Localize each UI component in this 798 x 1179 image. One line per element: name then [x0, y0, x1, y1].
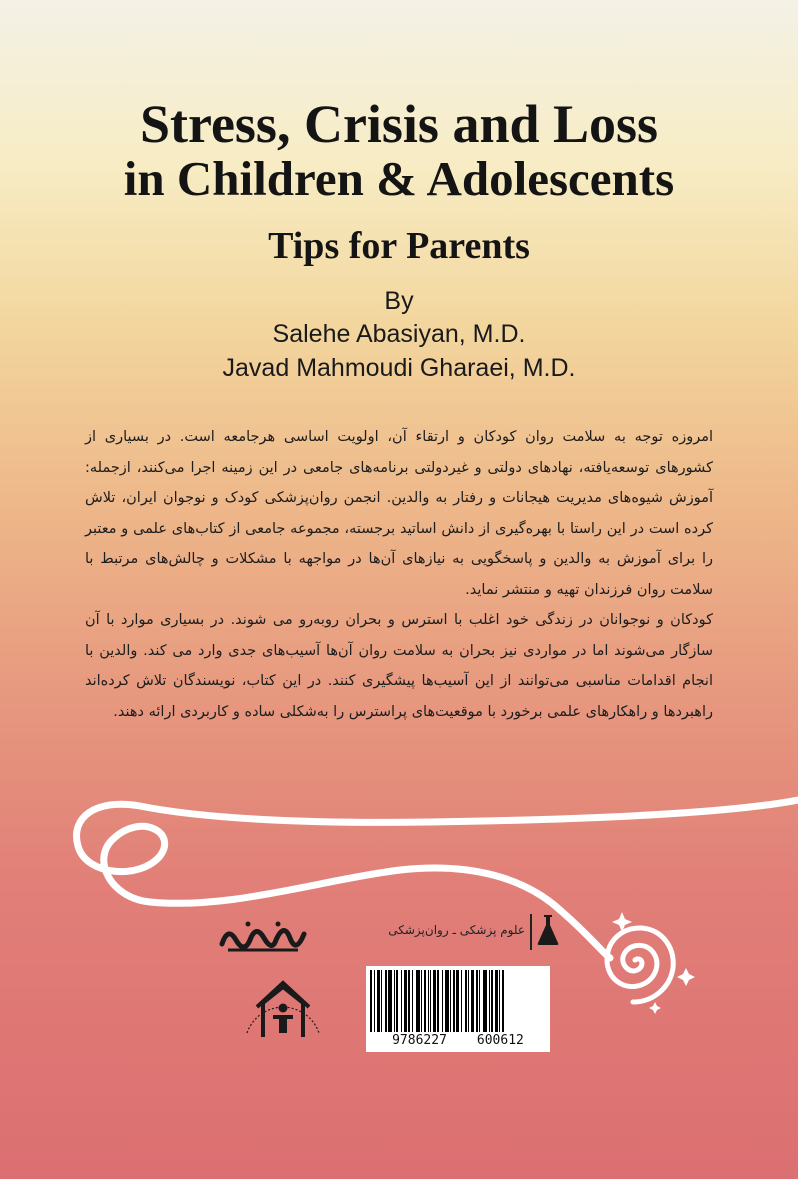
isbn-left: 9786227: [392, 1033, 447, 1048]
author-1: Salehe Abasiyan, M.D.: [272, 320, 526, 348]
by-label: By: [384, 287, 414, 315]
divider: [530, 914, 532, 950]
book-title-line1: Stress, Crisis and Loss: [139, 94, 659, 154]
author-2: Javad Mahmoudi Gharaei, M.D.: [222, 354, 576, 382]
barcode: [366, 966, 550, 1052]
academy-logo-icon: [233, 975, 333, 1041]
spiral-icon: [607, 928, 673, 1002]
publisher-logo-mark: [218, 918, 308, 954]
subject-label: علوم پزشکی ـ روان‌پزشکی: [388, 923, 525, 937]
book-subtitle: Tips for Parents: [268, 225, 530, 267]
isbn-digits: [366, 1033, 550, 1048]
isbn-right: 600612: [476, 1033, 524, 1048]
book-title-line2: in Children & Adolescents: [123, 151, 675, 206]
publisher-logo: [218, 918, 308, 960]
barcode-bars: [370, 970, 546, 1032]
blurb-paragraph-1: امروزه توجه به سلامت روان کودکان و ارتقاء آن، اولویت اساسی هرجامعه است. در بسیاری از کشورهای توسعه‌یافته، نهادهای دولتی و غیردولتی برنامه‌های جامعی در این زمینه اجرا می‌کنند، ازجمله: آموزش شیوه‌های مدیریت هیجانات و رفتار به والدین. انجمن روان‌پزشکی کودک و نوجوان ایران، تلاش کرده است در این راستا با بهره‌گیری از دانش اساتید برجسته، مجموعه جامعی از کتاب‌های علمی و معتبر را برای آموزش به والدین و پاسخگویی به نیازهای آن‌ها در مواجهه با مشکلات و چالش‌های مرتبط با سلامت روان فرزندان تهیه و منتشر نماید.: [85, 429, 713, 598]
flask-icon: [537, 914, 559, 946]
blurb-paragraph-2: کودکان و نوجوانان در زندگی خود اغلب با استرس و بحران روبه‌رو می شوند. در بسیاری موارد با آن سازگار می‌شوند اما در مواردی نیز بحران به سلامت روان آن‌ها آسیب‌های جدی وارد می کند. والدین با انجام اقدامات مناسبی می‌توانند از این آسیب‌ها پیشگیری کنند. در این کتاب، نویسندگان تلاش کرده‌اند راهبردها و راهکارهای علمی برخورد با موقعیت‌های پراسترس را به‌شکلی ساده و کاربردی ارائه دهند.: [85, 612, 713, 720]
